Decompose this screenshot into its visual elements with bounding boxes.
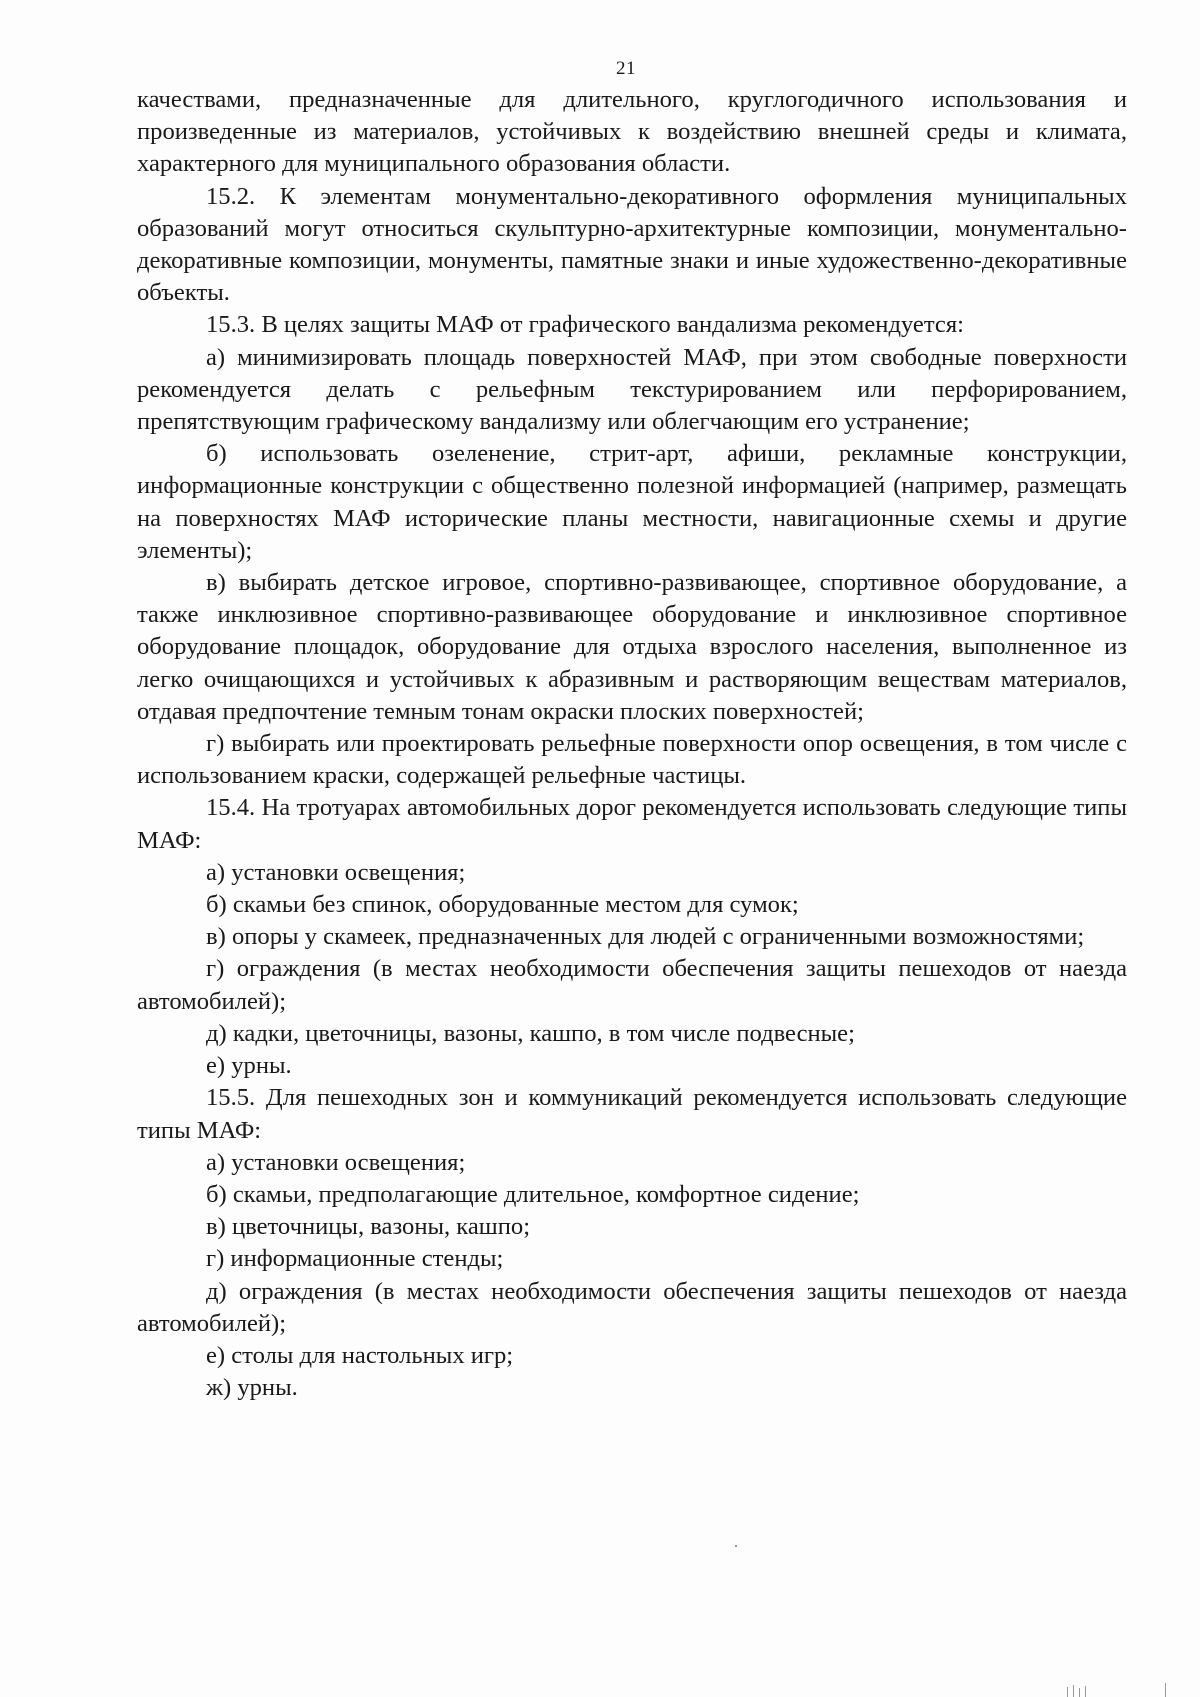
list-item-15-4-e: е) урны.	[206, 1052, 292, 1080]
list-item-15-5-e: е) столы для настольных игр;	[206, 1341, 514, 1369]
list-item-15-5-g: г) информационные стенды;	[206, 1245, 504, 1273]
paragraph-continuation: качествами, предназначенные для длительного, круглогодичного использования и произведенные из материалов, устойчивых к воздействию внешней среды и климата, характерного для муниципального образования области.	[137, 86, 1127, 178]
list-item-15-4-g: г) ограждения (в местах необходимости обеспечения защиты пешеходов от наезда автомобилей);	[137, 955, 1127, 1015]
list-item-15-5-b: б) скамьи, предполагающие длительное, комфортное сидение;	[206, 1180, 860, 1208]
page-number: 21	[616, 58, 636, 79]
list-item-15-5-d: д) ограждения (в местах необходимости обеспечения защиты пешеходов от наезда автомобилей);	[137, 1277, 1127, 1337]
list-item-15-5-a: а) установки освещения;	[206, 1148, 466, 1176]
list-item-15-3-a: а) минимизировать площадь поверхностей МАФ, при этом свободные поверхности рекомендуется делать с рельефным текстурированием или перфорированием, препятствующим графическому вандализму или облегчающим его устранение;	[137, 343, 1127, 436]
document-body	[137, 84, 1127, 1404]
list-item-15-3-v: в) выбирать детское игровое, спортивно-развивающее, спортивное оборудование, а также инклюзивное спортивно-развивающее оборудование и инклюзивное спортивное оборудование площадок, оборудование для отдыха взрослого населения, выполненное из легко очищающихся и устойчивых к абразивным и растворяющим веществам материалов, отдавая предпочтение темным тонам окраски плоских поверхностей;	[137, 569, 1127, 725]
list-item-15-4-v: в) опоры у скамеек, предназначенных для людей с ограниченными возможностями;	[206, 923, 1085, 951]
list-item-15-5-v: в) цветочницы, вазоны, кашпо;	[206, 1213, 531, 1241]
list-item-15-4-b: б) скамьи без спинок, оборудованные местом для сумок;	[206, 891, 799, 919]
list-item-15-3-g: г) выбирать или проектировать рельефные поверхности опор освещения, в том числе с использованием краски, содержащей рельефные частицы.	[137, 730, 1127, 790]
list-item-15-3-b: б) использовать озеленение, стрит-арт, афиши, рекламные конструкции, информационные конструкции с общественно полезной информацией (например, размещать на поверхностях МАФ исторические планы местности, навигационные схемы и другие элементы);	[137, 440, 1127, 564]
paragraph-15-2: 15.2. К элементам монументально-декоративного оформления муниципальных образований могут относиться скульптурно-архитектурные композиции, монументально-декоративные композиции, монументы, памятные знаки и иные художественно-декоративные объекты.	[137, 182, 1127, 307]
list-item-15-4-d: д) кадки, цветочницы, вазоны, кашпо, в том числе подвесные;	[206, 1019, 855, 1047]
scan-artifact-marks	[1065, 1680, 1175, 1697]
paragraph-15-4: 15.4. На тротуарах автомобильных дорог рекомендуется использовать следующие типы МАФ:	[137, 794, 1127, 854]
list-item-15-4-a: а) установки освещения;	[206, 858, 466, 886]
scan-artifact-dot	[735, 1545, 737, 1547]
paragraph-15-5: 15.5. Для пешеходных зон и коммуникаций рекомендуется использовать следующие типы МАФ:	[137, 1084, 1127, 1144]
list-item-15-5-zh: ж) урны.	[206, 1374, 298, 1402]
paragraph-15-3: 15.3. В целях защиты МАФ от графического вандализма рекомендуется:	[206, 311, 964, 339]
